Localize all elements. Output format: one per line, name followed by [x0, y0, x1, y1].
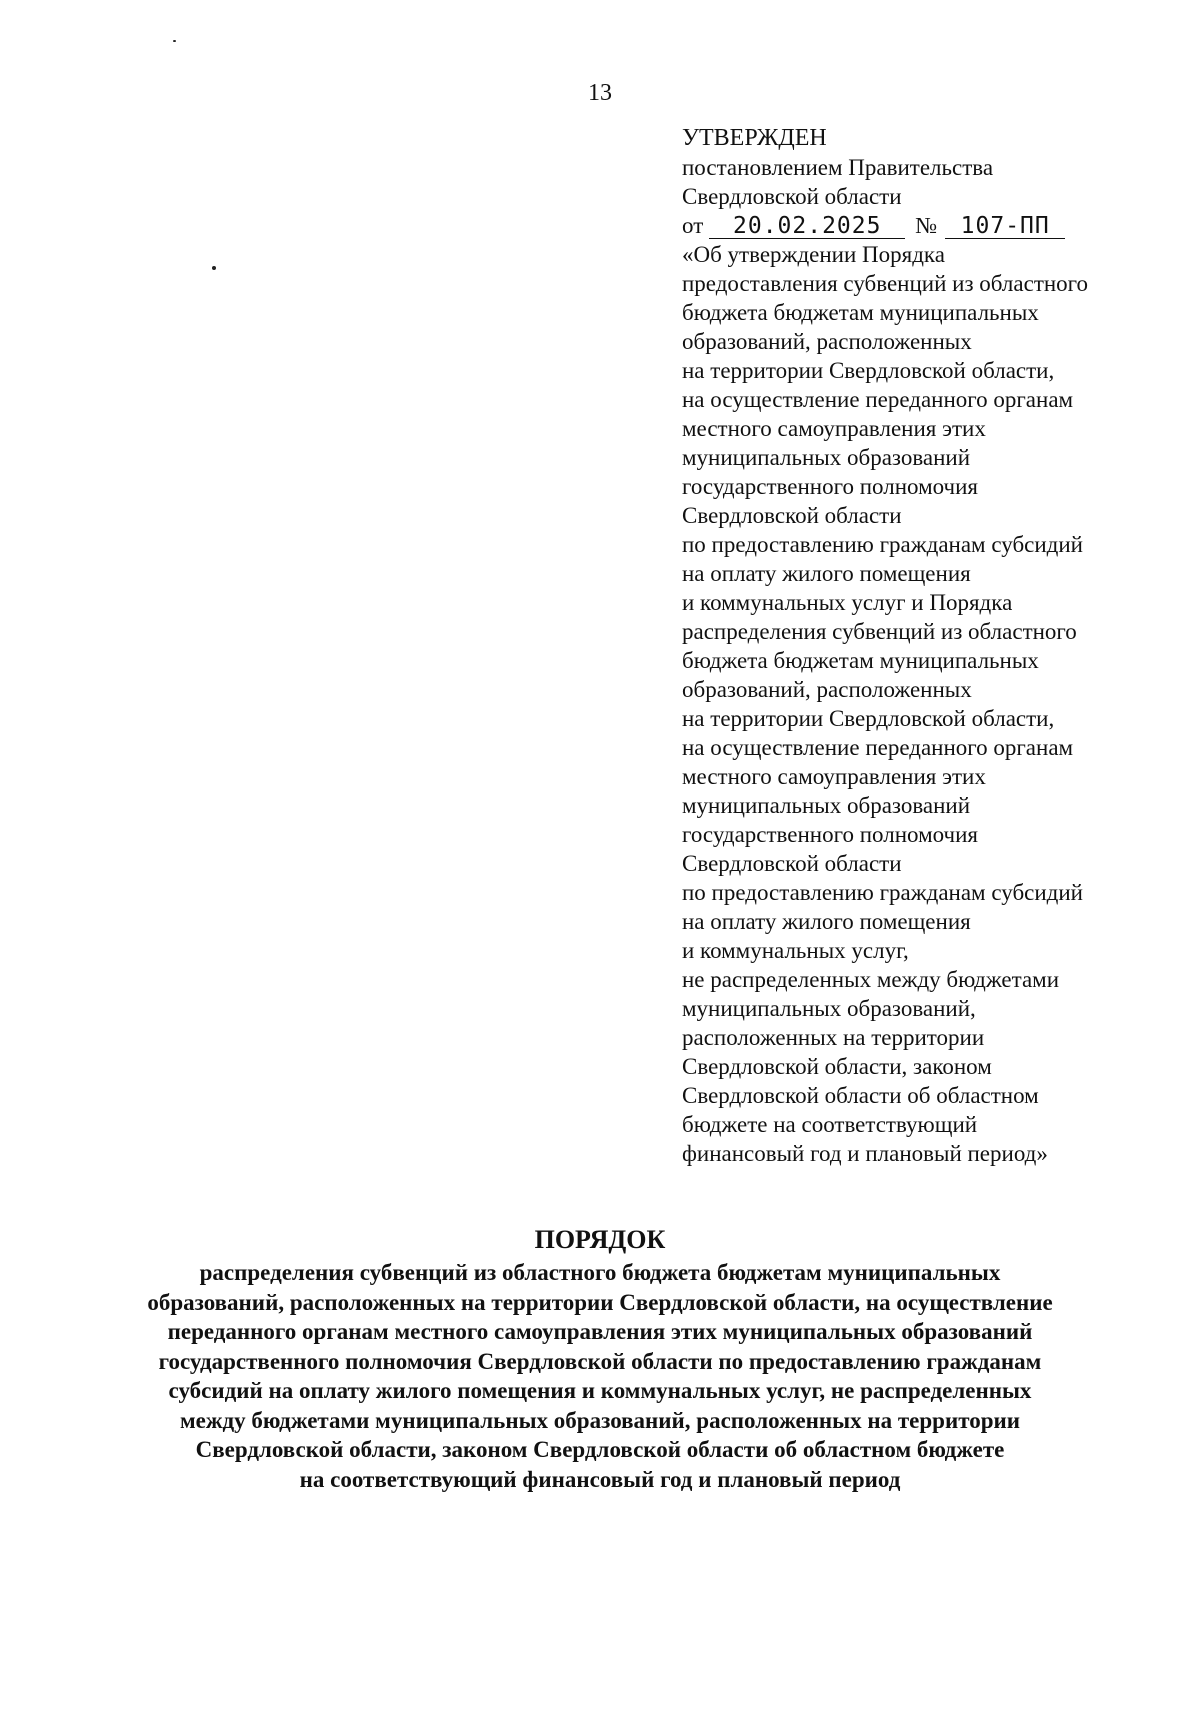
decree-title	[682, 240, 1152, 1168]
decree-title-line: расположенных на территории	[682, 1025, 985, 1050]
document-subtitle-line: образований, расположенных на территории Свердловской области, на осуществление	[147, 1289, 1053, 1315]
decree-title-line: Свердловской области	[682, 851, 902, 876]
decree-title-line: на осуществление переданного органам	[682, 387, 1074, 412]
approval-status: УТВЕРЖДЕН	[682, 125, 827, 151]
decree-title-line: и коммунальных услуг и Порядка	[682, 590, 1013, 615]
decree-title-line: государственного полномочия	[682, 474, 978, 499]
scan-speck	[173, 40, 176, 42]
scan-speck	[212, 266, 216, 270]
document-subtitle-line: между бюджетами муниципальных образований, расположенных на территории	[179, 1407, 1021, 1433]
decree-date-number-line	[682, 211, 1152, 240]
decree-title-line: государственного полномочия	[682, 822, 978, 847]
decree-title-line: на территории Свердловской области,	[682, 706, 1055, 731]
decree-title-line: образований, расположенных	[682, 329, 972, 354]
decree-title-line: не распределенных между бюджетами	[682, 967, 1060, 992]
decree-title-line: бюджета бюджетам муниципальных	[682, 300, 1039, 325]
page-number: 13	[588, 80, 612, 106]
decree-title-line: местного самоуправления этих	[682, 416, 986, 441]
decree-title-line: «Об утверждении Порядка	[682, 242, 945, 267]
number-sign: №	[915, 213, 938, 238]
decree-title-line: распределения субвенций из областного	[682, 619, 1077, 644]
decree-title-line: муниципальных образований	[682, 445, 971, 470]
document-subtitle-line: Свердловской области, законом Свердловской области об областном бюджете	[195, 1437, 1005, 1462]
date-prefix: от	[682, 213, 704, 238]
decree-title-line: Свердловской области, законом	[682, 1054, 992, 1079]
decree-title-line: бюджете на соответствующий	[682, 1112, 978, 1137]
decree-title-line: местного самоуправления этих	[682, 764, 986, 789]
decree-title-line: предоставления субвенций из областного	[682, 271, 1089, 296]
document-title: ПОРЯДОК	[534, 1225, 666, 1254]
document-subtitle-line: на соответствующий финансовый год и плановый период	[299, 1466, 901, 1492]
decree-title-line: Свердловской области об областном	[682, 1083, 1039, 1108]
document-subtitle-line: субсидий на оплату жилого помещения и коммунальных услуг, не распределенных	[168, 1378, 1032, 1403]
decree-title-line: образований, расположенных	[682, 677, 972, 702]
decree-title-line: муниципальных образований,	[682, 996, 976, 1021]
decree-title-line: бюджета бюджетам муниципальных	[682, 648, 1039, 673]
decree-title-line: по предоставлению гражданам субсидий	[682, 880, 1083, 905]
document-subtitle-line: распределения субвенций из областного бюджета бюджетам муниципальных	[199, 1260, 1001, 1285]
decree-title-line: на территории Свердловской области,	[682, 358, 1055, 383]
decree-date: 20.02.2025	[709, 214, 905, 239]
decree-title-line: муниципальных образований	[682, 793, 971, 818]
approval-authority-line: постановлением Правительства	[682, 155, 994, 180]
decree-title-line: на оплату жилого помещения	[682, 561, 971, 586]
document-subtitle	[40, 1258, 1160, 1494]
decree-title-line: на осуществление переданного органам	[682, 735, 1074, 760]
decree-number: 107-ПП	[945, 214, 1065, 239]
decree-title-line: по предоставлению гражданам субсидий	[682, 532, 1083, 557]
decree-title-line: финансовый год и плановый период»	[682, 1141, 1048, 1166]
document-heading	[40, 1223, 1160, 1494]
document-subtitle-line: переданного органам местного самоуправления этих муниципальных образований	[167, 1319, 1033, 1344]
decree-title-line: на оплату жилого помещения	[682, 909, 971, 934]
approval-authority-line: Свердловской области	[682, 184, 902, 209]
decree-title-line: Свердловской области	[682, 503, 902, 528]
decree-title-line: и коммунальных услуг,	[682, 938, 909, 963]
document-subtitle-line: государственного полномочия Свердловской области по предоставлению гражданам	[158, 1348, 1042, 1374]
approval-block	[682, 124, 1152, 1168]
